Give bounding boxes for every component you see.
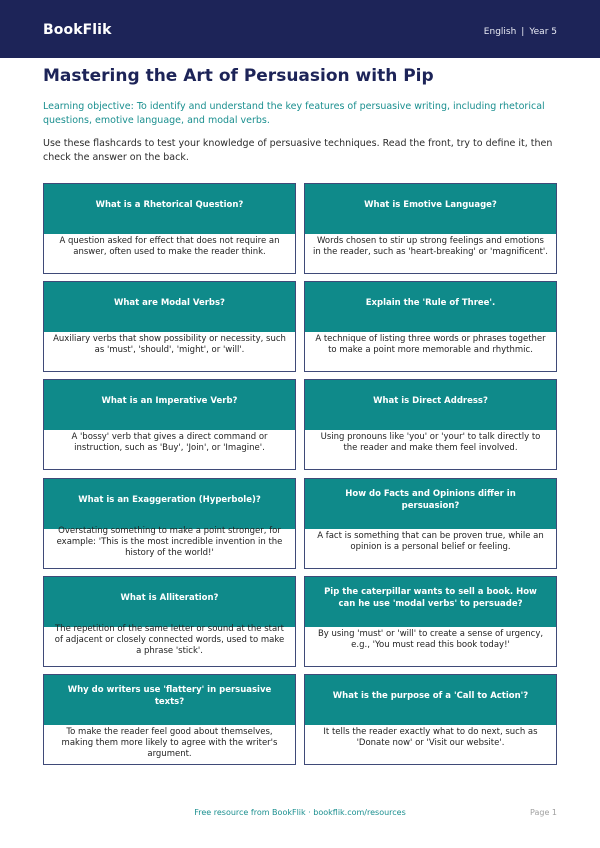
flashcard-back: Overstating something to make a point stronger, for example: 'This is the most incredible invention in the history of the world!'	[56, 526, 283, 558]
flashcard[interactable]	[304, 576, 557, 667]
flashcard-back: A fact is something that can be proven true, while an opinion is a personal belief or feeling.	[317, 531, 544, 552]
flashcard[interactable]	[43, 674, 296, 765]
flashcard-back: The repetition of the same letter or sound at the start of adjacent or closely connected words, used to make a phrase 'stick'.	[54, 624, 285, 656]
flashcard-back: It tells the reader exactly what to do next, such as 'Donate now' or 'Visit our website'.	[323, 727, 538, 748]
header-meta	[484, 27, 557, 37]
flashcard-front: What is Alliteration?	[44, 577, 295, 627]
flashcard-front: What is Emotive Language?	[305, 184, 556, 234]
flashcard-back: A 'bossy' verb that gives a direct command or instruction, such as 'Buy', 'Join', or 'Imagine'.	[71, 432, 268, 453]
flashcard-front: What is an Exaggeration (Hyperbole)?	[44, 479, 295, 529]
learning-objective: Learning objective: To identify and understand the key features of persuasive writing, including rhetorical questions, emotive language, and modal verbs.	[43, 101, 545, 126]
meta-separator: |	[521, 27, 525, 37]
flashcard-front: Explain the 'Rule of Three'.	[305, 282, 556, 332]
flashcard[interactable]	[304, 478, 557, 569]
flashcard[interactable]	[43, 281, 296, 372]
flashcard-back: Words chosen to stir up strong feelings and emotions in the reader, such as 'heart-breaking' or 'magnificent'.	[313, 236, 548, 257]
flashcard[interactable]	[43, 478, 296, 569]
header-bar	[0, 0, 600, 58]
footer-resource-link[interactable]: Free resource from BookFlik · bookflik.com/resources	[194, 808, 406, 817]
flashcard[interactable]	[304, 281, 557, 372]
flashcard-front: How do Facts and Opinions differ in persuasion?	[305, 479, 556, 529]
flashcard-front: Why do writers use 'flattery' in persuasive texts?	[44, 675, 295, 725]
flashcard[interactable]	[43, 183, 296, 274]
flashcard-back: Auxiliary verbs that show possibility or necessity, such as 'must', 'should', 'might', or 'will'.	[53, 334, 286, 355]
flashcard[interactable]	[43, 576, 296, 667]
flashcard-back: Using pronouns like 'you' or 'your' to talk directly to the reader and make them feel involved.	[320, 432, 541, 453]
flashcard[interactable]	[43, 379, 296, 470]
flashcard-back: To make the reader feel good about themselves, making them more likely to agree with the writer's argument.	[61, 727, 278, 759]
language-label: English	[483, 27, 517, 37]
flashcard-front: What is the purpose of a 'Call to Action'?	[305, 675, 556, 725]
flashcard[interactable]	[304, 379, 557, 470]
brand-logo[interactable]: BookFlik	[43, 22, 112, 38]
page-title: Mastering the Art of Persuasion with Pip	[43, 66, 434, 86]
flashcard-front: What is a Rhetorical Question?	[44, 184, 295, 234]
flashcard-front: What is an Imperative Verb?	[44, 380, 295, 430]
flashcard-front: What are Modal Verbs?	[44, 282, 295, 332]
flashcard-back: A question asked for effect that does not require an answer, often used to make the reader think.	[59, 236, 280, 257]
flashcard-back: By using 'must' or 'will' to create a sense of urgency, e.g., 'You must read this book today!'	[317, 629, 544, 650]
flashcard[interactable]	[304, 183, 557, 274]
intro-text: Use these flashcards to test your knowledge of persuasive techniques. Read the front, try to define it, then check the answer on the back.	[43, 138, 553, 163]
year-level-label: Year 5	[529, 27, 557, 37]
page-number: Page 1	[530, 808, 557, 817]
flashcard-back: A technique of listing three words or phrases together to make a point more memorable and rhythmic.	[315, 334, 546, 355]
flashcard-front: Pip the caterpillar wants to sell a book. How can he use 'modal verbs' to persuade?	[305, 577, 556, 627]
flashcard-front: What is Direct Address?	[305, 380, 556, 430]
flashcard[interactable]	[304, 674, 557, 765]
